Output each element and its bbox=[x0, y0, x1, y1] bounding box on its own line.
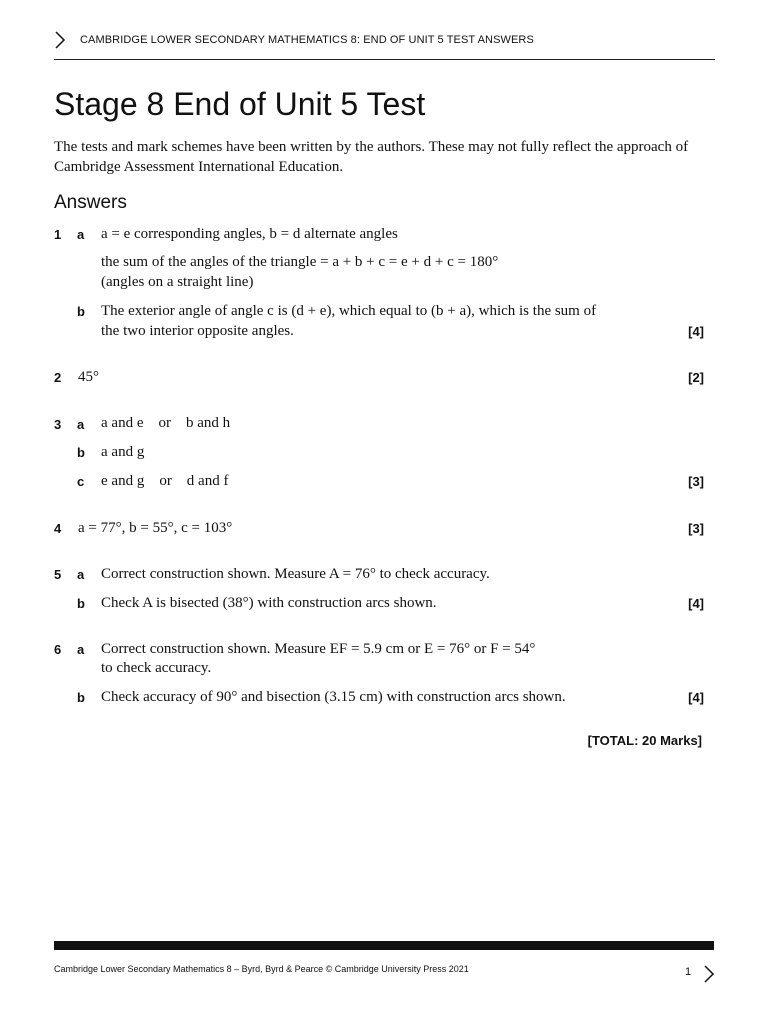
question-4-answer: a = 77°, b = 55°, c = 103° bbox=[78, 520, 233, 536]
question-6a-answer-line1: Correct construction shown. Measure EF = 5.9 cm or E = 76° or F = 54° bbox=[101, 641, 536, 657]
question-3c-answer: e and g or d and f bbox=[101, 473, 229, 489]
question-6-number: 6 bbox=[54, 642, 62, 657]
footer-text: Cambridge Lower Secondary Mathematics 8 – Byrd, Byrd & Pearce © Cambridge University Press 2021 bbox=[54, 964, 469, 974]
question-1b-answer-line1: The exterior angle of angle c is (d + e), which equal to (b + a), which is the sum of bbox=[101, 303, 597, 319]
question-3a-letter: a bbox=[77, 417, 85, 432]
question-3b-letter: b bbox=[77, 445, 85, 460]
header-rule bbox=[54, 59, 715, 60]
chevron-right-icon bbox=[54, 30, 66, 50]
question-3b-answer: a and g bbox=[101, 444, 145, 460]
question-2-number: 2 bbox=[54, 370, 62, 385]
question-4-marks: [3] bbox=[688, 521, 704, 536]
question-6b-letter: b bbox=[77, 690, 85, 705]
total-marks: [TOTAL: 20 Marks] bbox=[587, 733, 702, 748]
question-3-number: 3 bbox=[54, 417, 62, 432]
question-2-marks: [2] bbox=[688, 370, 704, 385]
question-1b-answer-line2: the two interior opposite angles. bbox=[101, 323, 294, 339]
question-1a-answer-line2: the sum of the angles of the triangle = a + b + c = e + d + c = 180° bbox=[101, 254, 499, 270]
footer-bar bbox=[54, 941, 714, 950]
question-5-marks: [4] bbox=[688, 596, 704, 611]
question-2-answer: 45° bbox=[78, 369, 99, 385]
question-1a-answer-line3: (angles on a straight line) bbox=[101, 274, 254, 290]
question-1-number: 1 bbox=[54, 227, 62, 242]
question-6a-answer-line2: to check accuracy. bbox=[101, 660, 212, 676]
question-5b-letter: b bbox=[77, 596, 85, 611]
question-5a-answer: Correct construction shown. Measure A = 76° to check accuracy. bbox=[101, 566, 490, 582]
question-4-number: 4 bbox=[54, 521, 62, 536]
answers-heading: Answers bbox=[54, 192, 127, 213]
question-5a-letter: a bbox=[77, 567, 85, 582]
question-6b-answer: Check accuracy of 90° and bisection (3.15 cm) with construction arcs shown. bbox=[101, 689, 566, 705]
header-text: CAMBRIDGE LOWER SECONDARY MATHEMATICS 8: END OF UNIT 5 TEST ANSWERS bbox=[80, 34, 534, 46]
question-6-marks: [4] bbox=[688, 690, 704, 705]
question-6a-letter: a bbox=[77, 642, 85, 657]
question-1b-letter: b bbox=[77, 304, 85, 319]
question-1a-letter: a bbox=[77, 227, 85, 242]
question-5b-answer: Check A is bisected (38°) with construction arcs shown. bbox=[101, 595, 437, 611]
question-3c-letter: c bbox=[77, 474, 85, 489]
question-1a-answer-line1: a = e corresponding angles, b = d alternate angles bbox=[101, 226, 398, 242]
question-3-marks: [3] bbox=[688, 474, 704, 489]
question-1-marks: [4] bbox=[688, 324, 704, 339]
next-page-chevron-icon[interactable] bbox=[703, 964, 715, 984]
question-3a-answer: a and e or b and h bbox=[101, 415, 231, 431]
running-header bbox=[54, 30, 715, 60]
intro-paragraph: The tests and mark schemes have been written by the authors. These may not fully reflect the approach of Cambridge Assessment International Education. bbox=[54, 139, 689, 175]
question-5-number: 5 bbox=[54, 567, 62, 582]
page-number: 1 bbox=[685, 966, 692, 978]
page-title: Stage 8 End of Unit 5 Test bbox=[54, 86, 426, 122]
